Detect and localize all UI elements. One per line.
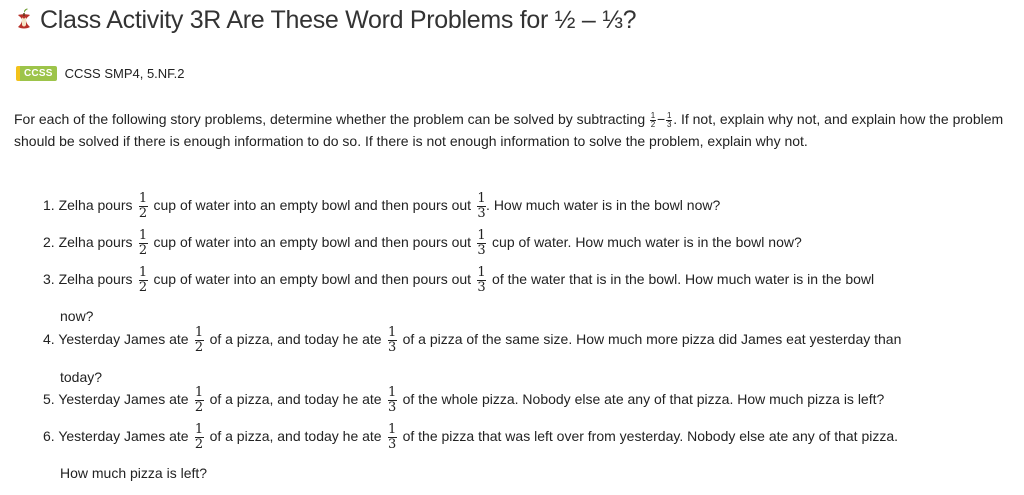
- fraction: [388, 386, 397, 415]
- fraction-denominator: 3: [477, 206, 486, 221]
- fraction: [477, 266, 486, 295]
- fraction-denominator: 3: [477, 243, 486, 258]
- intro-fraction-half: [650, 112, 656, 129]
- problem-text: of a pizza, and today he ate: [209, 331, 382, 348]
- fraction: [195, 386, 204, 415]
- intro-fraction-third: [666, 112, 672, 129]
- fraction-numerator: 1: [477, 191, 486, 206]
- page-title: Class Activity 3R Are These Word Problems for ½ – ⅓?: [40, 6, 637, 34]
- intro-frac1-denominator: 2: [650, 119, 656, 129]
- fraction: [388, 326, 397, 355]
- fraction-numerator: 1: [194, 325, 204, 340]
- fraction-denominator: 2: [138, 206, 148, 221]
- problem-text: cup of water. How much water is in the bowl now?: [492, 234, 802, 251]
- problem-text: cup of water into an empty bowl and then pours out: [153, 271, 472, 288]
- intro-paragraph: [14, 108, 1009, 152]
- fraction-numerator: 1: [194, 385, 204, 400]
- fraction-denominator: 2: [138, 243, 148, 258]
- problem-item: [43, 423, 898, 452]
- intro-text-part2: . If not, explain why not, and explain how the problem should be solved if there is enough information to do so. If there is not enough information to solve the problem, explain why not.: [14, 111, 1004, 149]
- fraction: [139, 192, 148, 221]
- intro-frac1-numerator: 1: [650, 110, 656, 120]
- problem-text: of the pizza that was left over from yesterday. Nobody else ate any of that pizza.: [402, 428, 899, 445]
- fraction-numerator: 1: [138, 265, 148, 280]
- problem-number: 2.: [43, 234, 55, 251]
- title-row: [14, 6, 636, 35]
- fraction-numerator: 1: [138, 228, 148, 243]
- fraction: [477, 229, 486, 258]
- problem-text: cup of water into an empty bowl and then pours out: [153, 197, 472, 214]
- problem-item: [43, 229, 802, 258]
- fraction-numerator: 1: [387, 325, 397, 340]
- problem-continuation: today?: [60, 369, 103, 385]
- fraction-denominator: 2: [194, 340, 204, 355]
- intro-minus: −: [657, 111, 666, 127]
- intro-frac2-numerator: 1: [666, 110, 672, 120]
- fraction: [139, 266, 148, 295]
- problem-number: 1.: [43, 197, 55, 214]
- problem-text: Yesterday James ate: [58, 391, 189, 408]
- problem-text: of a pizza, and today he ate: [209, 428, 382, 445]
- problem-text: of the water that is in the bowl. How much water is in the bowl: [492, 271, 875, 288]
- problem-continuation: now?: [60, 308, 94, 324]
- fraction: [477, 192, 486, 221]
- problem-text: Zelha pours: [58, 197, 133, 214]
- problem-text: Yesterday James ate: [58, 428, 189, 445]
- problem-text: Zelha pours: [58, 271, 133, 288]
- problem-text: of the whole pizza. Nobody else ate any of that pizza. How much pizza is left?: [402, 391, 885, 408]
- fraction-denominator: 3: [387, 340, 397, 355]
- fraction-denominator: 2: [194, 400, 204, 415]
- problem-continuation: How much pizza is left?: [60, 465, 208, 481]
- fraction-numerator: 1: [387, 385, 397, 400]
- problem-text: of a pizza, and today he ate: [209, 391, 382, 408]
- problem-text: cup of water into an empty bowl and then pours out: [153, 234, 472, 251]
- fraction-denominator: 3: [387, 437, 397, 452]
- fraction: [195, 326, 204, 355]
- problem-item: [43, 266, 874, 295]
- fraction: [195, 423, 204, 452]
- problem-item: [43, 326, 901, 355]
- problem-number: 3.: [43, 271, 55, 288]
- problem-text: . How much water is in the bowl now?: [486, 197, 721, 214]
- intro-text-part1: For each of the following story problems, determine whether the problem can be solved by subtracting: [14, 111, 646, 127]
- fraction: [139, 229, 148, 258]
- fraction-numerator: 1: [194, 422, 204, 437]
- standards-text: CCSS SMP4, 5.NF.2: [64, 66, 185, 81]
- problem-item: [43, 386, 884, 415]
- fraction: [388, 423, 397, 452]
- problem-text: Zelha pours: [58, 234, 133, 251]
- intro-frac2-denominator: 3: [666, 119, 672, 129]
- problem-number: 5.: [43, 391, 55, 408]
- apple-core-icon: [14, 8, 34, 34]
- problem-text: of a pizza of the same size. How much more pizza did James eat yesterday than: [402, 331, 902, 348]
- fraction-numerator: 1: [387, 422, 397, 437]
- problem-text: Yesterday James ate: [58, 331, 189, 348]
- fraction-denominator: 2: [194, 437, 204, 452]
- fraction-denominator: 3: [477, 280, 486, 295]
- problem-item: [43, 192, 720, 221]
- fraction-numerator: 1: [477, 228, 486, 243]
- problem-number: 6.: [43, 428, 55, 445]
- fraction-numerator: 1: [138, 191, 148, 206]
- fraction-numerator: 1: [477, 265, 486, 280]
- problem-number: 4.: [43, 331, 55, 348]
- fraction-denominator: 2: [138, 280, 148, 295]
- standards-row: [16, 66, 185, 81]
- fraction-denominator: 3: [387, 400, 397, 415]
- ccss-badge: CCSS: [16, 66, 57, 81]
